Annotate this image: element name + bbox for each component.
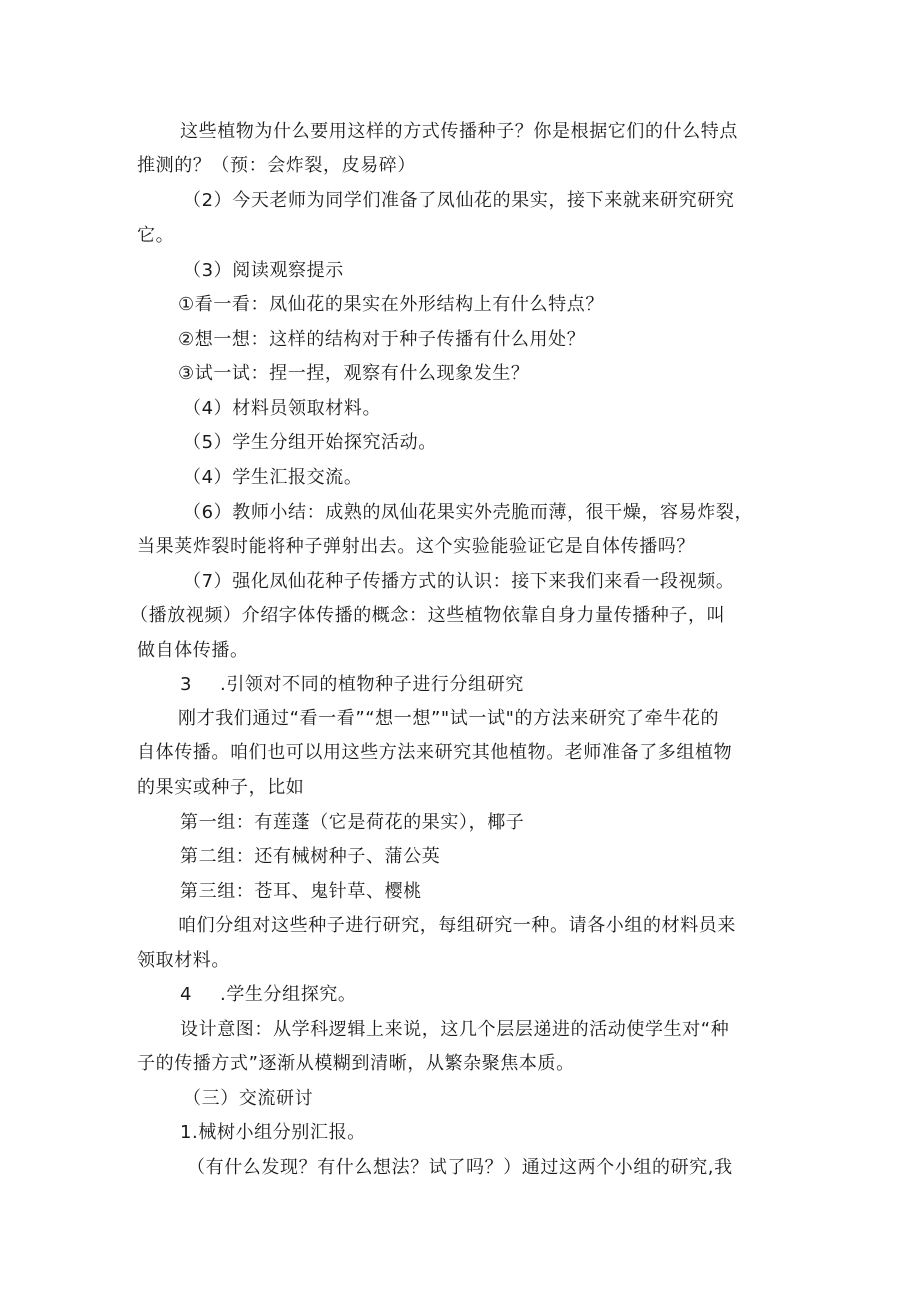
text-line: （4）材料员领取材料。: [183, 398, 382, 419]
numbered-heading: [180, 672, 524, 698]
text-line: 这些植物为什么要用这样的方式传播种子？你是根据它们的什么特点: [180, 121, 738, 142]
text-line: 自体传播。咱们也可以用这些方法来研究其他植物。老师准备了多组植物: [137, 742, 733, 763]
text-line: （2）今天老师为同学们准备了凤仙花的果实，接下来就来研究研究: [183, 190, 735, 211]
text-line: 当果荚炸裂时能将种子弹射出去。这个实验能验证它是自体传播吗？: [137, 536, 695, 557]
text-line: ①看一看：凤仙花的果实在外形结构上有什么特点？: [178, 294, 604, 315]
text-line: 第三组：苍耳、鬼针草、樱桃: [180, 881, 422, 902]
text-line: （5）学生分组开始探究活动。: [183, 432, 437, 453]
text-line: （4）学生汇报交流。: [183, 467, 363, 488]
section-heading: （三）交流研讨: [183, 1088, 314, 1109]
numbered-heading: [180, 982, 357, 1008]
text-line: （6）教师小结：成熟的凤仙花果实外壳脆而薄，很干燥，容易炸裂，: [183, 502, 754, 523]
text-line: 推测的？（预：会炸裂，皮易碎）: [137, 155, 416, 176]
text-line: 子的传播方式”逐渐从模糊到清晰，从繁杂聚焦本质。: [137, 1053, 575, 1074]
text-line: 第一组：有莲蓬（它是荷花的果实），椰子: [180, 812, 525, 833]
text-line: 它。: [137, 225, 175, 246]
text-line: （有什么发现？有什么想法？试了吗？）通过这两个小组的研究,我: [187, 1157, 733, 1178]
text-line: 刚才我们通过“看一看”“想一想”"试一试"的方法来研究了牵牛花的: [178, 708, 720, 729]
text-line: 咱们分组对这些种子进行研究，每组研究一种。请各小组的材料员来: [178, 915, 736, 936]
text-line: （7）强化凤仙花种子传播方式的认识：接下来我们来看一段视频。: [183, 571, 735, 592]
text-line: （播放视频）介绍字体传播的概念：这些植物依靠自身力量传播种子，叫: [130, 605, 726, 626]
text-line: ③试一试：捏一捏，观察有什么现象发生？: [178, 363, 530, 384]
text-line: （3）阅读观察提示: [183, 260, 344, 281]
text-line: ②想一想：这样的结构对于种子传播有什么用处？: [178, 329, 586, 350]
heading-text: .学生分组探究。: [220, 984, 357, 1005]
text-line: 设计意图：从学科逻辑上来说，这几个层层递进的活动使学生对“种: [180, 1019, 730, 1040]
text-line: 的果实或种子，比如: [137, 777, 305, 798]
heading-number: 3: [180, 674, 193, 695]
text-line: 第二组：还有械树种子、蒲公英: [180, 846, 441, 867]
text-line: 做自体传播。: [137, 640, 249, 661]
heading-text: .引领对不同的植物种子进行分组研究: [220, 674, 524, 695]
text-line: 1.械树小组分别汇报。: [180, 1122, 366, 1143]
text-line: 领取材料。: [137, 950, 230, 971]
heading-number: 4: [180, 984, 193, 1005]
